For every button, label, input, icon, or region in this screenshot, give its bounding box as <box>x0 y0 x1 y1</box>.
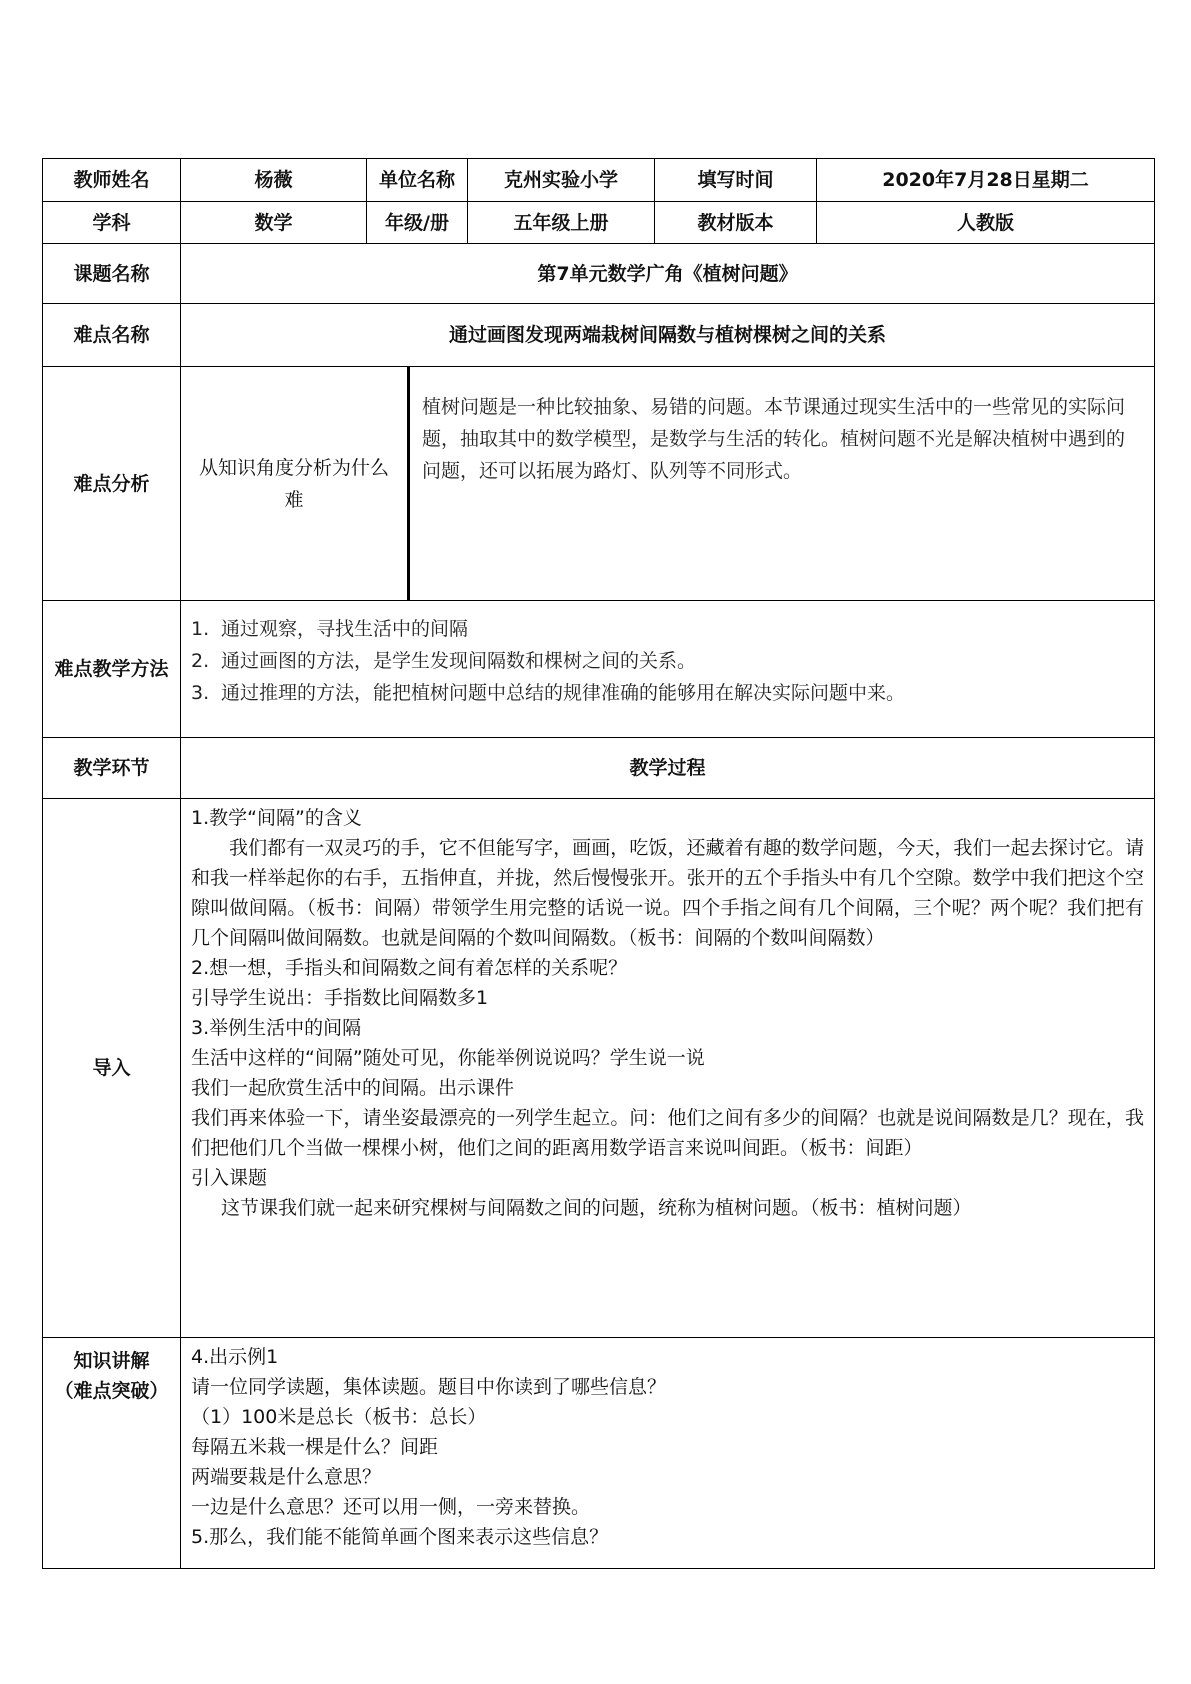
paragraph: 生活中这样的“间隔”随处可见，你能举例说说吗？学生说一说 <box>191 1047 705 1069</box>
list-item-text: 通过推理的方法，能把植树问题中总结的规律准确的能够用在解决实际问题中来。 <box>221 682 906 704</box>
paragraph: 2.想一想，手指头和间隔数之间有着怎样的关系呢？ <box>191 957 628 979</box>
paragraph: 请一位同学读题，集体读题。题目中你读到了哪些信息？ <box>191 1376 667 1398</box>
analysis-row <box>43 367 1155 601</box>
knowledge-label-line1: 知识讲解 <box>73 1350 150 1372</box>
unit-value: 克州实验小学 <box>468 159 655 202</box>
paragraph: 4.出示例1 <box>191 1346 279 1368</box>
header-row-1 <box>43 159 1155 202</box>
topic-label: 课题名称 <box>43 244 181 304</box>
difficulty-value: 通过画图发现两端栽树间隔数与植树棵树之间的关系 <box>181 304 1155 367</box>
list-item <box>191 645 1146 677</box>
paragraph: 我们都有一双灵巧的手，它不但能写字，画画，吃饭，还藏着有趣的数学问题，今天，我们一起去探讨它。请和我一样举起你的右手，五指伸直，并拢，然后慢慢张开。张开的五个手指头中有几个空隙。数学中我们把这个空隙叫做间隔。（板书：间隔）带领学生用完整的话说一说。四个手指之间有几个间隔，三个呢？两个呢？我们把有几个间隔叫做间隔数。也就是间隔的个数叫间隔数。（板书：间隔的个数叫间隔数） <box>191 837 1144 949</box>
list-item-number: 3. <box>191 682 210 704</box>
date-label: 填写时间 <box>655 159 817 202</box>
knowledge-label <box>43 1338 181 1569</box>
knowledge-content <box>181 1338 1155 1569</box>
analysis-text: 植树问题是一种比较抽象、易错的问题。本节课通过现实生活中的一些常见的实际问题，抽取其中的数学模型，是数学与生活的转化。植树问题不光是解决植树中遇到的问题，还可以拓展为路灯、队列等不同形式。 <box>422 396 1126 482</box>
process-step-label: 教学环节 <box>43 738 181 799</box>
paragraph: 1.教学“间隔”的含义 <box>191 807 362 829</box>
paragraph: 两端要栽是什么意思？ <box>191 1466 382 1488</box>
grade-label: 年级/册 <box>367 202 468 244</box>
grade-value: 五年级上册 <box>468 202 655 244</box>
header-row-2 <box>43 202 1155 244</box>
unit-label: 单位名称 <box>367 159 468 202</box>
process-header-value: 教学过程 <box>181 738 1155 799</box>
teacher-value: 杨薇 <box>181 159 367 202</box>
methods-row <box>43 601 1155 738</box>
list-item-text: 通过画图的方法，是学生发现间隔数和棵树之间的关系。 <box>221 650 697 672</box>
paragraph: （1）100米是总长（板书：总长） <box>191 1406 487 1428</box>
intro-content <box>181 799 1155 1338</box>
paragraph: 引导学生说出：手指数比间隔数多1 <box>191 987 489 1009</box>
difficulty-row <box>43 304 1155 367</box>
methods-label: 难点教学方法 <box>43 601 181 738</box>
list-item-number: 1. <box>191 618 210 640</box>
paragraph: 5.那么，我们能不能简单画个图来表示这些信息？ <box>191 1526 609 1548</box>
subject-value: 数学 <box>181 202 367 244</box>
intro-label: 导入 <box>43 799 181 1338</box>
knowledge-row <box>43 1338 1155 1569</box>
analysis-inner-table <box>181 367 1154 600</box>
difficulty-label: 难点名称 <box>43 304 181 367</box>
intro-row <box>43 799 1155 1338</box>
edition-value: 人教版 <box>817 202 1155 244</box>
paragraph: 一边是什么意思？还可以用一侧，一旁来替换。 <box>191 1496 591 1518</box>
list-item-number: 2. <box>191 650 210 672</box>
analysis-content <box>181 367 1155 601</box>
list-item <box>191 677 1146 709</box>
process-header-row <box>43 738 1155 799</box>
methods-list <box>181 601 1155 738</box>
analysis-label: 难点分析 <box>43 367 181 601</box>
list-item <box>191 613 1146 645</box>
lesson-plan-table <box>42 158 1155 1569</box>
paragraph: 我们再来体验一下，请坐姿最漂亮的一列学生起立。问：他们之间有多少的间隔？也就是说间隔数是几？现在，我们把他们几个当做一棵棵小树，他们之间的距离用数学语言来说叫间距。（板书：间距） <box>191 1107 1144 1159</box>
date-value: 2020年7月28日星期二 <box>817 159 1155 202</box>
paragraph: 每隔五米栽一棵是什么？间距 <box>191 1436 439 1458</box>
list-item-text: 通过观察，寻找生活中的间隔 <box>221 618 469 640</box>
analysis-sub-label: 从知识角度分析为什么难 <box>181 367 409 600</box>
topic-row <box>43 244 1155 304</box>
edition-label: 教材版本 <box>655 202 817 244</box>
paragraph: 引入课题 <box>191 1167 268 1189</box>
topic-value: 第7单元数学广角《植树问题》 <box>181 244 1155 304</box>
paragraph: 我们一起欣赏生活中的间隔。出示课件 <box>191 1077 515 1099</box>
knowledge-label-line2: （难点突破） <box>54 1380 169 1402</box>
paragraph: 3.举例生活中的间隔 <box>191 1017 362 1039</box>
paragraph: 这节课我们就一起来研究棵树与间隔数之间的问题，统称为植树问题。（板书：植树问题） <box>221 1197 972 1219</box>
subject-label: 学科 <box>43 202 181 244</box>
teacher-label: 教师姓名 <box>43 159 181 202</box>
